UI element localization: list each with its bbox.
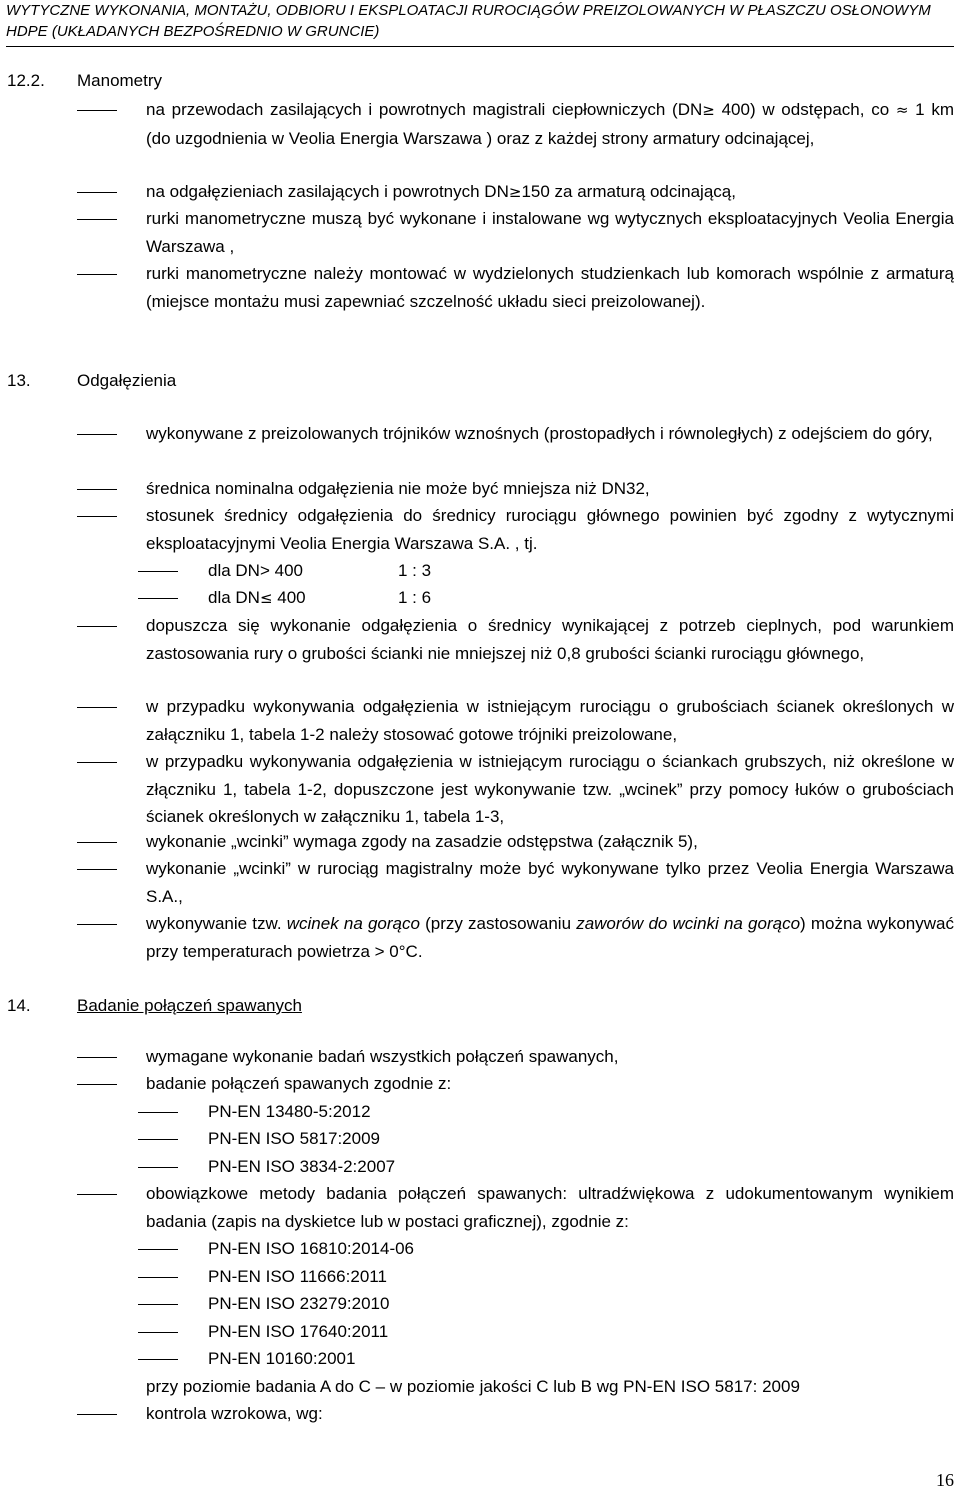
bullet-dash [77,434,117,435]
greater-equal-symbol: ≥ [508,183,522,201]
heading-12-2 [7,70,162,92]
list-item: kontrola wzrokowa, wg: [146,1404,323,1423]
list-item: dopuszcza się wykonanie odgałęzienia o średnicy wynikającej z potrzeb cieplnych, pod warunkiem zastosowania rury o grubości ścianki nie mniejszej niż 0,8 grubości ścianki rurociągu głównego, [146,616,954,663]
approx-symbol: ≈ [895,101,909,119]
ratio-label: dla DN> 400 [208,561,303,580]
bullet-dash [77,110,117,111]
list-item: wymagane wykonanie badań wszystkich połączeń spawanych, [146,1047,619,1066]
heading-13 [7,370,176,392]
quality-level-note: przy poziomie badania A do C – w poziomie jakości C lub B wg PN-EN ISO 5817: 2009 [146,1377,800,1396]
bullet-dash [77,192,117,193]
bullet-dash [138,1332,178,1333]
less-equal-symbol: ≤ [259,589,273,607]
list-item: rurki manometryczne muszą być wykonane i instalowane wg wytycznych eksploatacyjnych Veolia Energia Warszawa , [146,209,954,256]
standard-item: PN-EN 13480-5:2012 [208,1102,371,1121]
list-item: obowiązkowe metody badania połączeń spawanych: ultradźwiękowa z udokumentowanym wynikiem badania (zapis na dyskietce lub w postaci graficznej), zgodnie z: [146,1184,954,1231]
heading-title: Odgałęzienia [77,371,177,390]
bullet-dash [138,1277,178,1278]
list-item: średnica nominalna odgałęzienia nie może być mniejsza niż DN32, [146,479,650,498]
header-line-1: WYTYCZNE WYKONANIA, MONTAŻU, ODBIORU I EKSPLOATACJI RUROCIĄGÓW PREIZOLOWANYCH W PŁASZCZU OSŁONOWYM [6,2,931,19]
bullet-dash [77,1194,117,1195]
bullet-dash [77,762,117,763]
bullet-dash [77,869,117,870]
bullet-dash [138,1359,178,1360]
standard-item: PN-EN 10160:2001 [208,1349,356,1368]
list-item: wykonywane z preizolowanych trójników wznośnych (prostopadłych i równoległych) z odejściem do góry, [146,424,933,443]
ratio-row [208,584,954,613]
list-item: w przypadku wykonywania odgałęzienia w istniejącym rurociągu o ściankach grubszych, niż określone w złączniku 1, tabela 1-2, dopuszczone jest wykonywanie tzw. „wcinek” przy pomocy łuków o grubościach ścianek określonych w załączniku 1, tabela 1-3, [146,752,954,826]
list-item: wykonanie „wcinki” w rurociąg magistralny może być wykonywane tylko przez Veolia Energia Warszawa S.A., [146,859,954,906]
running-header [6,0,954,47]
standard-item: PN-EN ISO 17640:2011 [208,1322,389,1341]
list-item: wykonanie „wcinki” wymaga zgody na zasadzie odstępstwa (załącznik 5), [146,832,698,851]
list-item: badanie połączeń spawanych zgodnie z: [146,1074,452,1093]
bullet-dash [138,1167,178,1168]
bullet-dash [138,571,178,572]
heading-number: 12.2. [7,71,45,90]
bullet-dash [77,707,117,708]
ratio-value: 1 : 6 [398,588,432,607]
bullet-dash [77,626,117,627]
standard-item: PN-EN ISO 11666:2011 [208,1267,387,1286]
bullet-dash [77,1414,117,1415]
bullet-dash [138,1304,178,1305]
header-line-2: HDPE (UKŁADANYCH BEZPOŚREDNIO W GRUNCIE) [6,23,380,40]
bullet-dash [77,219,117,220]
standard-item: PN-EN ISO 3834-2:2007 [208,1157,396,1176]
bullet-dash [138,1249,178,1250]
bullet-dash [138,1112,178,1113]
ratio-value: 1 : 3 [398,561,432,580]
ratio-row [208,557,954,585]
bullet-dash [77,924,117,925]
bullet-dash [77,489,117,490]
bullet-dash [77,1084,117,1085]
greater-equal-symbol: ≥ [702,101,715,119]
heading-title: Manometry [77,71,163,90]
standard-item: PN-EN ISO 5817:2009 [208,1129,380,1148]
page-number: 16 [936,1470,954,1490]
list-item: na odgałęzieniach zasilających i powrotnych DN≥150 za armaturą odcinającą, [146,182,736,201]
ratio-label: dla DN≤ 400 [208,588,306,607]
bullet-dash [77,516,117,517]
list-item: wykonywanie tzw. wcinek na gorąco (przy zastosowaniu zaworów do wcinki na gorąco) można wykonywać przy temperaturach powietrza > 0°C. [146,914,954,961]
standard-item: PN-EN ISO 23279:2010 [208,1294,390,1313]
bullet-dash [138,598,178,599]
heading-title: Badanie połączeń spawanych [77,996,302,1015]
standard-item: PN-EN ISO 16810:2014-06 [208,1239,415,1258]
heading-number: 14. [7,996,31,1015]
bullet-dash [77,842,117,843]
bullet-dash [138,1139,178,1140]
list-item: w przypadku wykonywania odgałęzienia w istniejącym rurociągu o grubościach ścianek określonych w załączniku 1, tabela 1-2 należy stosować gotowe trójniki preizolowane, [146,697,954,744]
list-item: na przewodach zasilających i powrotnych magistrali ciepłowniczych (DN≥ 400) w odstępach, co ≈ 1 km (do uzgodnienia w Veolia Energia Warszawa ) oraz z każdej strony armatury odcinającej, [146,100,954,148]
heading-number: 13. [7,371,31,390]
list-item: rurki manometryczne należy montować w wydzielonych studzienkach lub komorach wspólnie z armaturą (miejsce montażu musi zapewniać szczelność układu sieci preizolowanej). [146,264,954,311]
bullet-dash [77,274,117,275]
bullet-dash [77,1057,117,1058]
list-item: stosunek średnicy odgałęzienia do średnicy rurociągu głównego powinien być zgodny z wytycznymi eksploatacyjnymi Veolia Energia Warszawa S.A. , tj. [146,506,954,553]
heading-14 [7,995,302,1017]
